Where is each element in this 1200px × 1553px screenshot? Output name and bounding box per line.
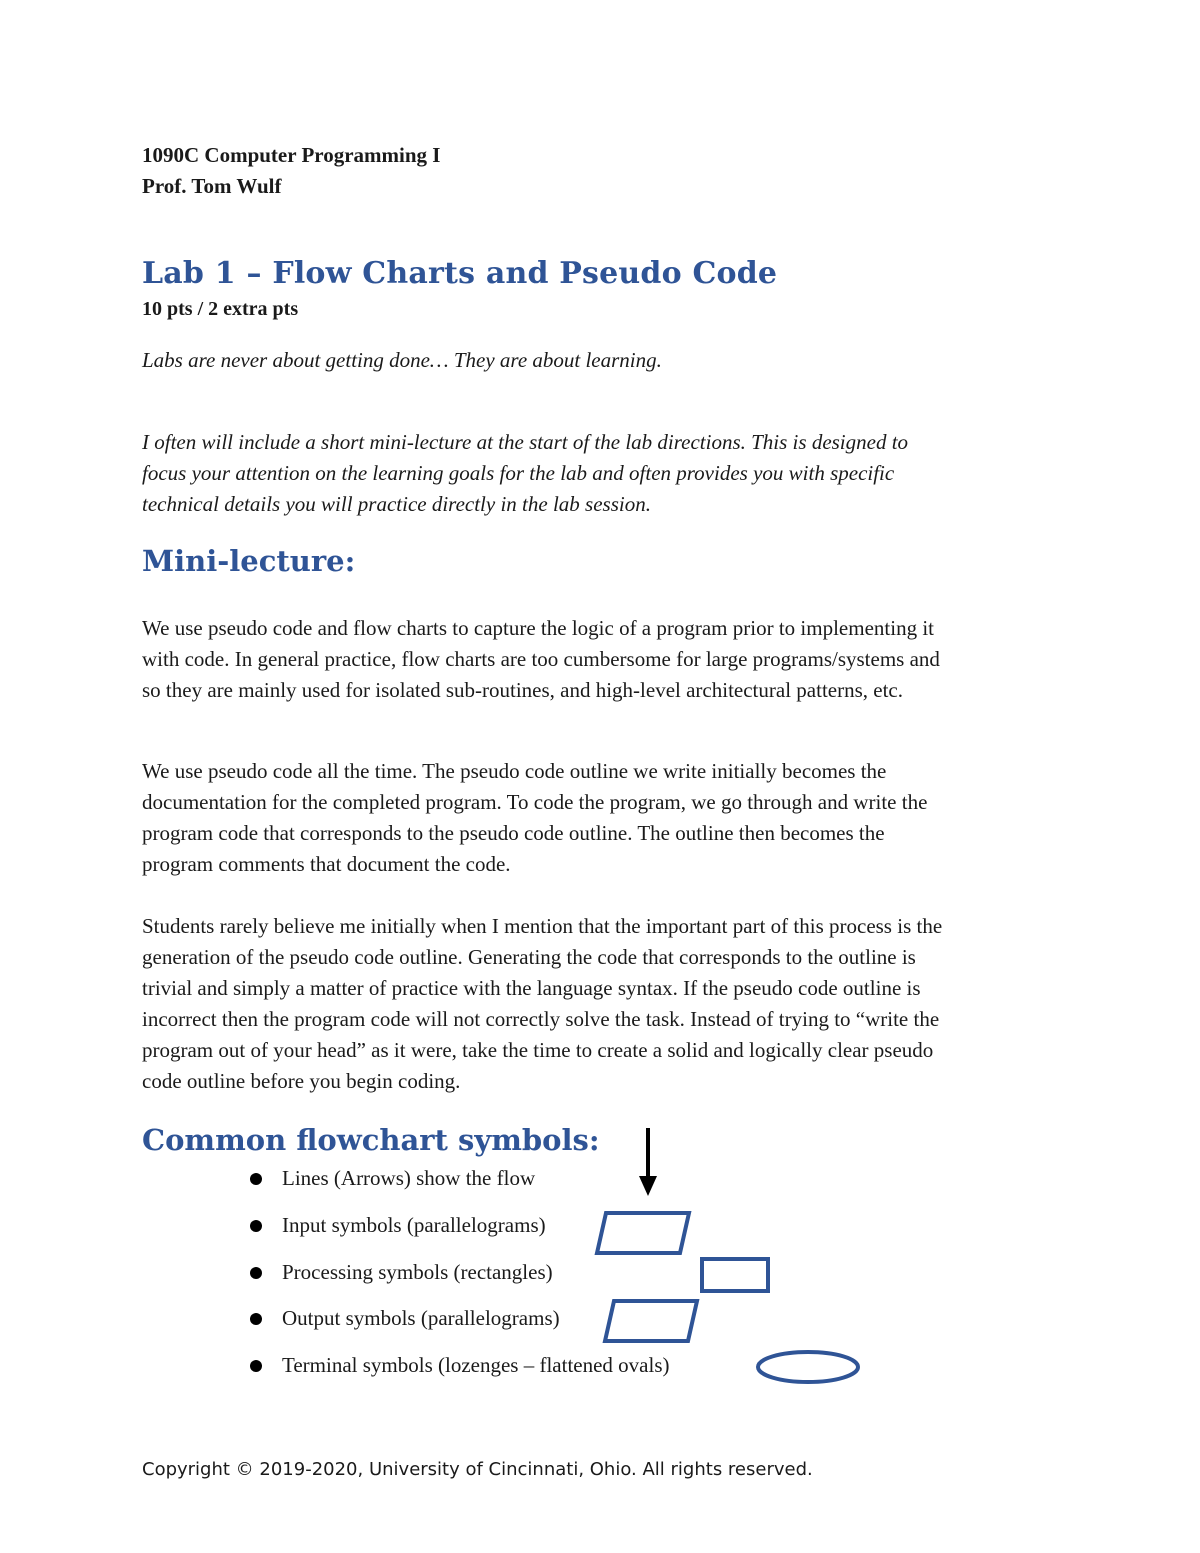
paragraph-line: trivial and simply a matter of practice with the language syntax. If the pseudo code outline is <box>142 976 921 1000</box>
professor-name: Prof. Tom Wulf <box>142 174 282 198</box>
paragraph-line: so they are mainly used for isolated sub-routines, and high-level architectural patterns, etc. <box>142 678 903 702</box>
paragraph-line: with code. In general practice, flow charts are too cumbersome for large programs/systems and <box>142 647 940 671</box>
terminal-oval-icon <box>754 1349 864 1387</box>
list-item <box>250 1213 546 1238</box>
input-parallelogram-icon <box>592 1210 694 1256</box>
paragraph-line: Students rarely believe me initially when I mention that the important part of this process is the <box>142 914 943 938</box>
bullet-icon <box>250 1220 262 1232</box>
flow-arrow-icon <box>636 1126 660 1198</box>
paragraph-line: documentation for the completed program. To code the program, we go through and write the <box>142 790 928 814</box>
processing-rectangle-icon <box>699 1256 773 1296</box>
paragraph-line: program out of your head” as it were, take the time to create a solid and logically clear pseudo <box>142 1038 934 1062</box>
list-item <box>250 1260 553 1285</box>
list-item <box>250 1353 670 1378</box>
bullet-icon <box>250 1313 262 1325</box>
mini-lecture-heading: Mini-lecture: <box>142 544 356 578</box>
list-item-label: Processing symbols (rectangles) <box>282 1260 553 1284</box>
lab-points: 10 pts / 2 extra pts <box>142 298 299 320</box>
bullet-icon <box>250 1173 262 1185</box>
motto: Labs are never about getting done… They are about learning. <box>142 348 662 372</box>
bullet-icon <box>250 1360 262 1372</box>
paragraph-line: program comments that document the code. <box>142 852 511 876</box>
list-item <box>250 1306 560 1331</box>
paragraph-line: We use pseudo code and flow charts to capture the logic of a program prior to implementing it <box>142 616 934 640</box>
lab-title: Lab 1 – Flow Charts and Pseudo Code <box>142 256 778 291</box>
output-parallelogram-icon <box>600 1298 702 1344</box>
paragraph-line: code outline before you begin coding. <box>142 1069 461 1093</box>
paragraph-line: program code that corresponds to the pseudo code outline. The outline then becomes the <box>142 821 885 845</box>
intro-note-line: focus your attention on the learning goals for the lab and often provides you with specific <box>142 461 895 485</box>
symbols-heading: Common flowchart symbols: <box>142 1123 600 1157</box>
list-item <box>250 1166 535 1191</box>
list-item-label: Output symbols (parallelograms) <box>282 1306 560 1330</box>
list-item-label: Terminal symbols (lozenges – flattened ovals) <box>282 1353 670 1377</box>
list-item-label: Lines (Arrows) show the flow <box>282 1166 536 1190</box>
intro-note-line: I often will include a short mini-lecture at the start of the lab directions. This is designed to <box>142 430 909 454</box>
course-name: 1090C Computer Programming I <box>142 143 441 167</box>
copyright-footer: Copyright © 2019-2020, University of Cincinnati, Ohio. All rights reserved. <box>142 1459 813 1480</box>
bullet-icon <box>250 1267 262 1279</box>
paragraph-line: incorrect then the program code will not correctly solve the task. Instead of trying to “write the <box>142 1007 940 1031</box>
intro-note-line: technical details you will practice directly in the lab session. <box>142 492 651 516</box>
list-item-label: Input symbols (parallelograms) <box>282 1213 546 1237</box>
paragraph-line: generation of the pseudo code outline. Generating the code that corresponds to the outline is <box>142 945 916 969</box>
paragraph-line: We use pseudo code all the time. The pseudo code outline we write initially becomes the <box>142 759 887 783</box>
